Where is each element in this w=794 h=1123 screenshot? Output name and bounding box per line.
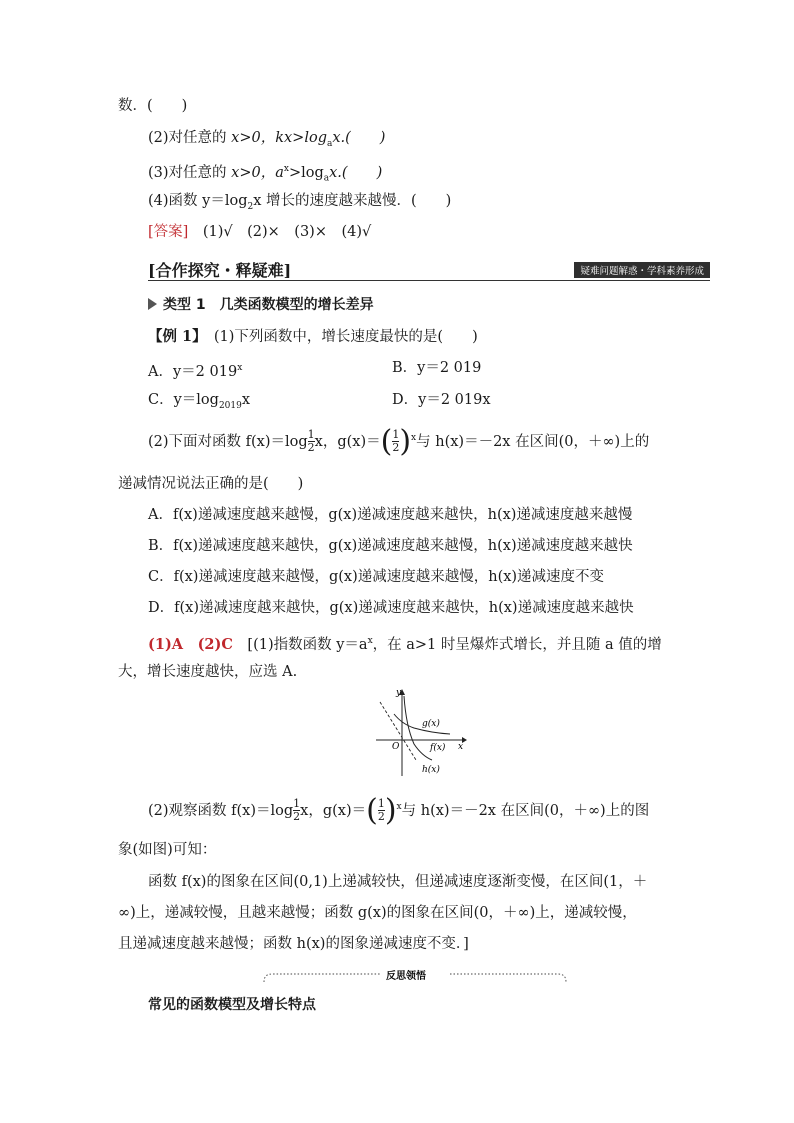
function-graph xyxy=(372,686,468,778)
log-base-fraction-2: $\frac{1}{2}$ xyxy=(293,797,301,824)
base-fraction: $\frac{1}{2}$ xyxy=(392,428,400,455)
statement-2: (2)对任意的 x>0，$kx>\log_ax$.( ) xyxy=(148,130,386,149)
log-base-fraction: $\frac{1}{2}$ xyxy=(307,428,315,455)
type-heading: 类型 1 几类函数模型的增长差异 xyxy=(148,295,374,315)
solution-line-5: 函数 f(x)的图象在区间(0,1)上递减较快，但递减速度逐渐变慢，在区间(1，＋ xyxy=(148,874,648,890)
solution-line-1: (1)A (2)C [(1)指数函数 $y=a^x$，在 a>1 时呈爆炸式增长，并且随 a 值的增 xyxy=(148,635,662,653)
origin-label: O xyxy=(392,742,400,752)
example-question-2: (2)下面对函数 f(x)＝log $\frac{1}{2}$ x，g(x)＝( $\frac{1}{2}$ )$^x$与 h(x)＝－2x 在区间(0，＋∞)上的 xyxy=(148,423,650,459)
answer-label: [答案] xyxy=(148,224,189,240)
h-label: h(x) xyxy=(422,765,440,775)
answer-2: (2)C xyxy=(197,635,233,653)
line-continuation: 数．( ) xyxy=(118,98,188,114)
reflect-title: 反思领悟 xyxy=(386,971,426,982)
solution-line-7: 且递减速度越来越慢；函数 h(x)的图象递减速度不变．] xyxy=(118,936,469,952)
f-label: f(x) xyxy=(430,743,446,753)
choice-d: D．f(x)递减速度越来越快，g(x)递减速度越来越快，h(x)递减速度越来越快 xyxy=(148,600,634,616)
section-header xyxy=(148,258,710,281)
example-question-2-cont: 递减情况说法正确的是( ) xyxy=(118,476,304,492)
option-c: C．$y=\log_{2019}x$ xyxy=(148,392,251,411)
solution-line-4: 象(如图)可知： xyxy=(118,842,217,858)
x-label: x xyxy=(458,742,464,752)
solution-line-2: 大，增长速度越快，应选 A. xyxy=(118,664,298,680)
statement-4: (4)函数 $y=\log_2x$ 增长的速度越来越慢．( ) xyxy=(148,193,452,212)
answer-1: (1)A xyxy=(148,635,184,653)
option-a: A．y＝2 019$^x$ xyxy=(148,363,243,380)
option-d: D．y＝2 019x xyxy=(392,392,491,408)
reflect-heading: 常见的函数模型及增长特点 xyxy=(148,997,316,1013)
example-label: 【例 1】 xyxy=(148,328,200,345)
choice-a: A．f(x)递减速度越来越慢，g(x)递减速度越来越快，h(x)递减速度越来越慢 xyxy=(148,507,633,523)
base-fraction-2: $\frac{1}{2}$ xyxy=(377,797,385,824)
choice-b: B．f(x)递减速度越来越快，g(x)递减速度越来越慢，h(x)递减速度越来越快 xyxy=(148,538,633,554)
answer-line: [答案] (1)√ (2)× (3)× (4)√ xyxy=(148,224,372,240)
triangle-marker-icon xyxy=(148,298,157,310)
choice-c: C．f(x)递减速度越来越慢，g(x)递减速度越来越慢，h(x)递减速度不变 xyxy=(148,569,605,585)
section-tag: 疑难问题解惑・学科素养形成 xyxy=(574,262,710,278)
section-title: [合作探究・释疑难] xyxy=(148,261,292,280)
example-question-1: 【例 1】 (1)下列函数中，增长速度最快的是( ) xyxy=(148,328,478,345)
reflect-divider xyxy=(262,968,568,984)
solution-line-3: (2)观察函数 f(x)＝log $\frac{1}{2}$ x，g(x)＝( $\frac{1}{2}$ )$^x$与 h(x)＝－2x 在区间(0，＋∞)上的图 xyxy=(148,792,650,828)
option-b: B．y＝2 019 xyxy=(392,360,482,376)
statement-3: (3)对任意的 x>0，$a^x>\log_ax$.( ) xyxy=(148,164,383,184)
y-label: y xyxy=(396,688,402,698)
g-label: g(x) xyxy=(422,719,440,729)
solution-line-6: ∞)上，递减较慢，且越来越慢；函数 g(x)的图象在区间(0，＋∞)上，递减较慢， xyxy=(118,905,637,921)
